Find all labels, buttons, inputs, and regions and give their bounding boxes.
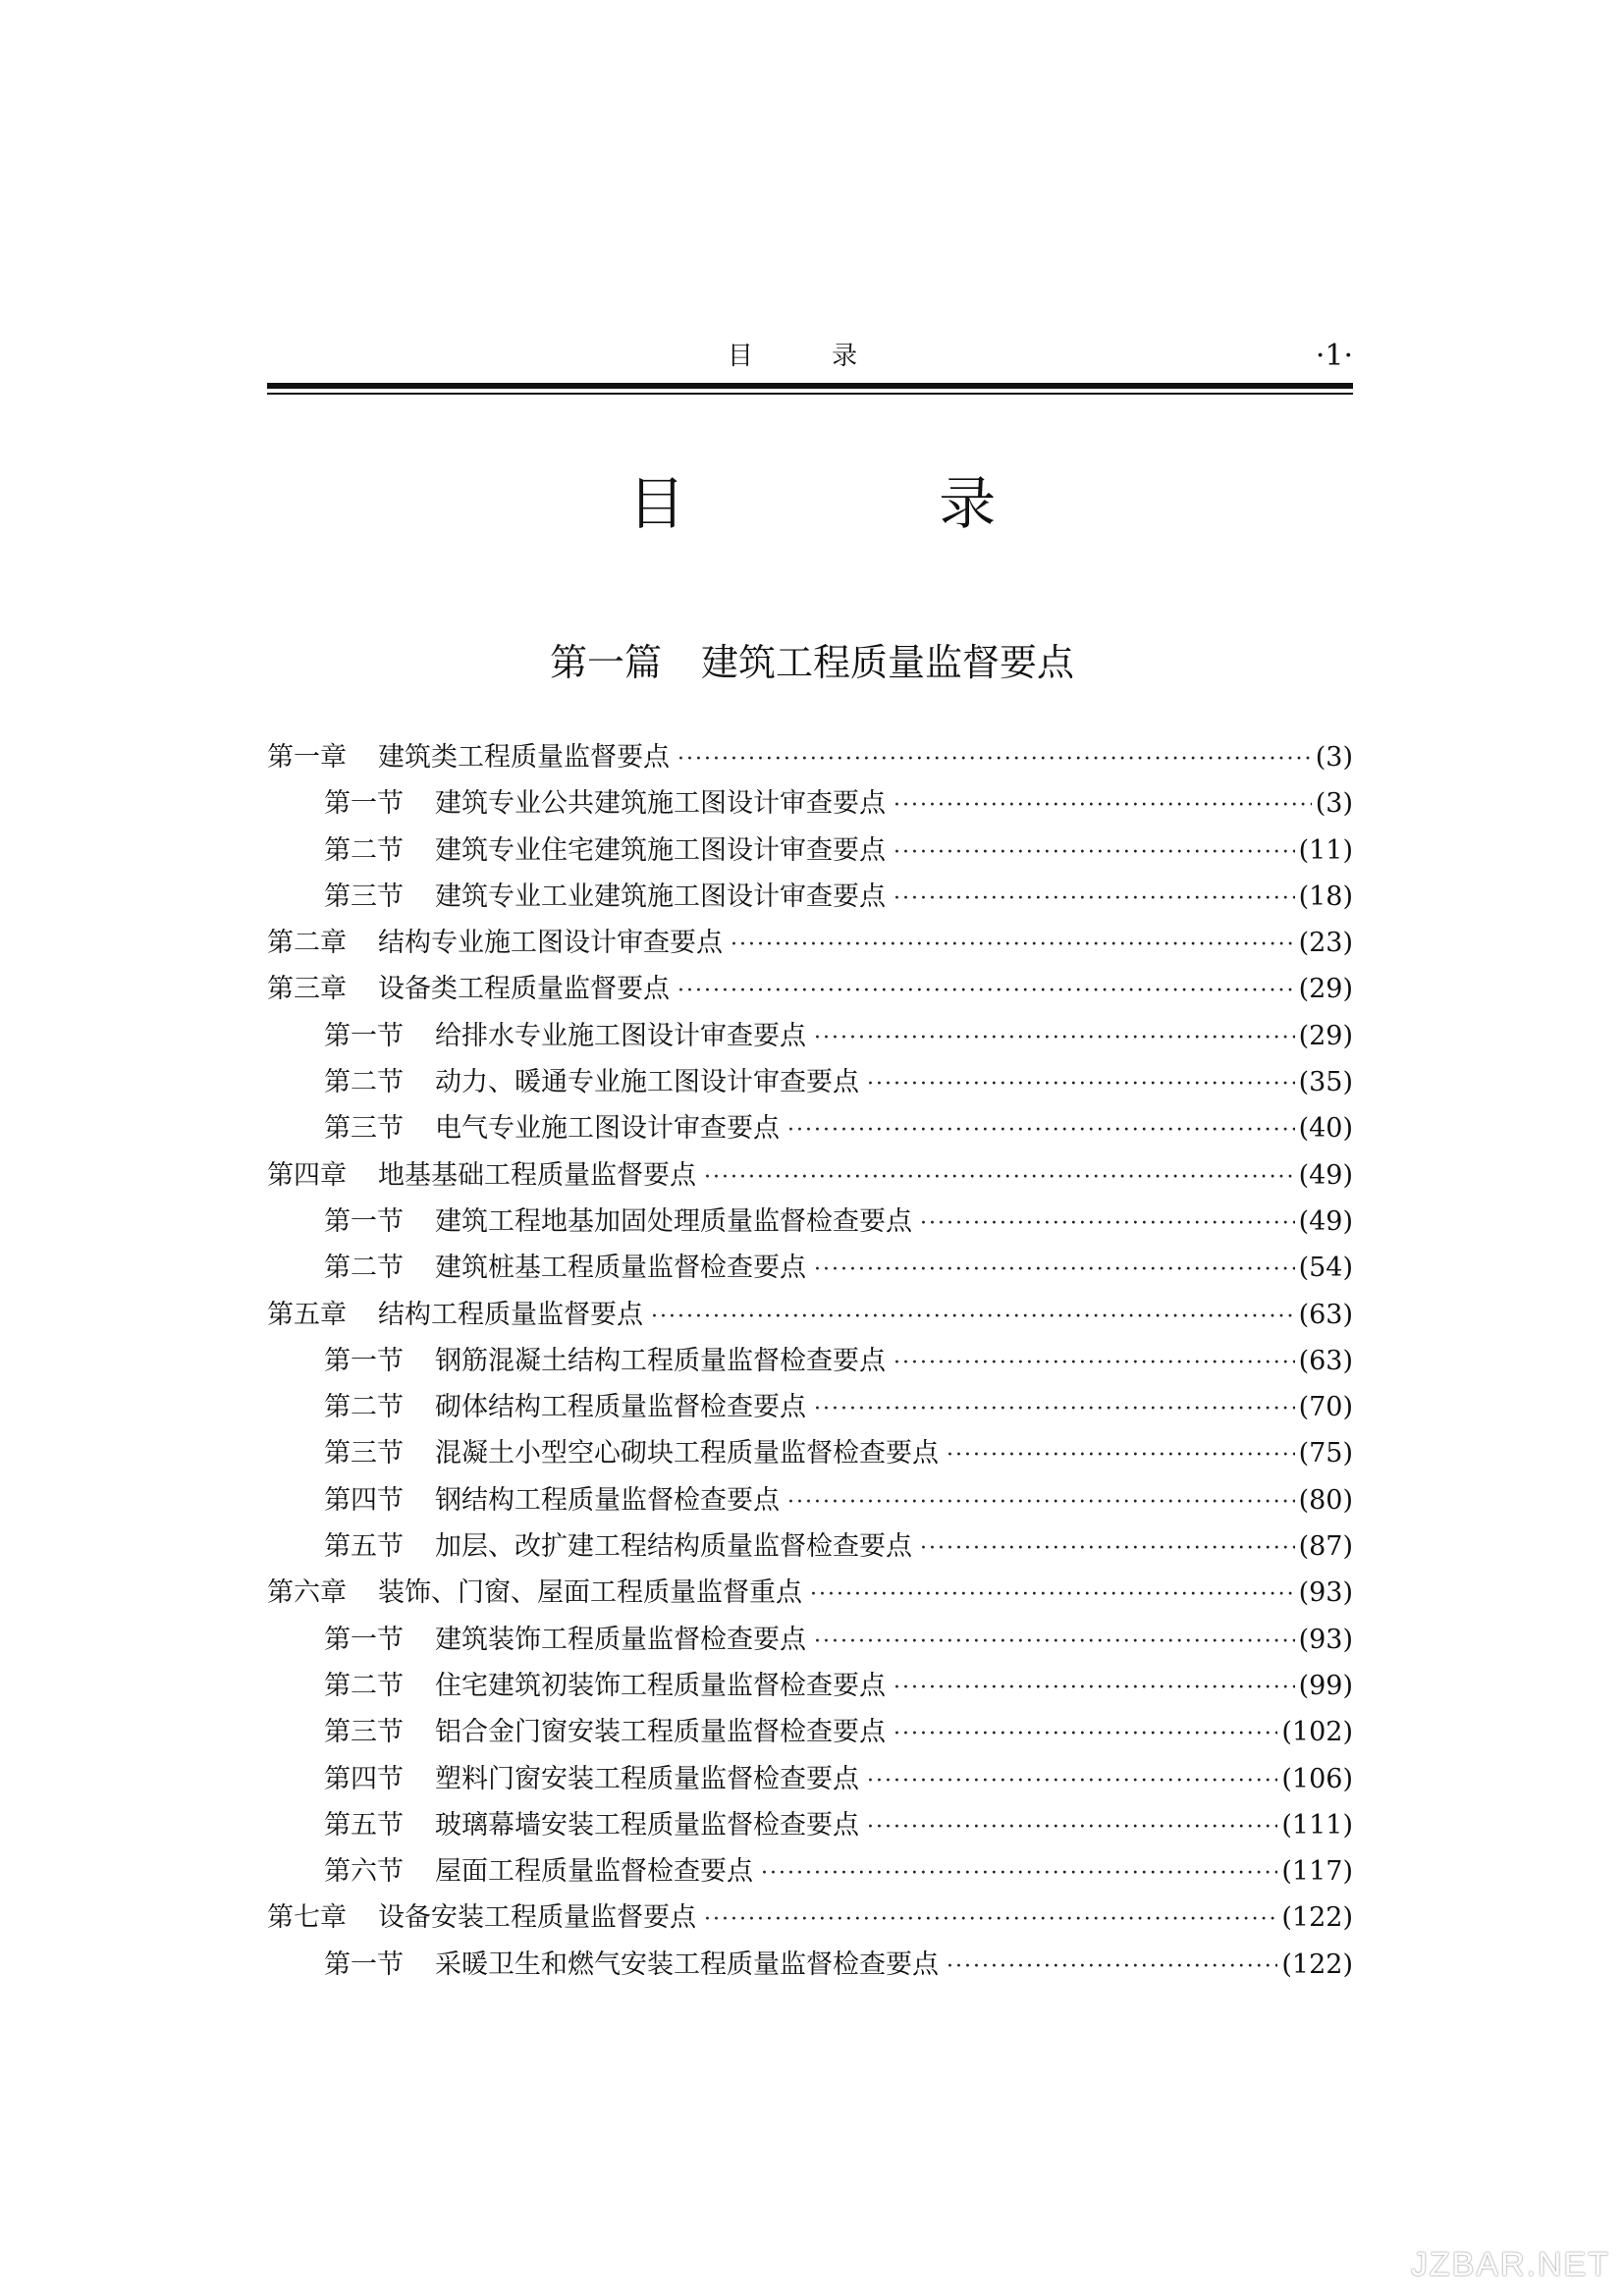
toc-dot-leader [867,1762,1277,1801]
toc-entry-label: 第四章 [267,1159,347,1191]
toc-dot-leader [814,1019,1295,1058]
toc-section-entry[interactable] [267,1342,1353,1388]
toc-entry-title: 电气专业施工图设计审查要点 [435,1113,780,1145]
toc-section-entry[interactable] [267,1017,1353,1063]
toc-section-entry[interactable] [267,1621,1353,1667]
toc-entry-label: 第五章 [267,1299,347,1330]
part-title: 建筑工程质量监督要点 [701,641,1075,684]
toc-entry-label: 第二节 [324,1670,404,1701]
toc-entry-title: 玻璃幕墙安装工程质量监督检查要点 [435,1809,859,1841]
toc-chapter-entry[interactable] [267,1898,1353,1945]
running-header [267,337,1353,384]
toc-entry-page: (29) [1298,1020,1353,1051]
table-of-contents [267,738,1353,1992]
toc-entry-page: (122) [1281,1902,1353,1934]
toc-entry-page: (80) [1298,1484,1353,1516]
toc-dot-leader [893,786,1312,826]
toc-dot-leader [787,1111,1295,1150]
toc-section-entry[interactable] [267,1481,1353,1527]
toc-dot-leader [704,1900,1277,1940]
toc-entry-page: (49) [1298,1159,1353,1191]
toc-entry-label: 第六节 [324,1856,404,1888]
toc-entry-label: 第六章 [267,1577,347,1609]
toc-entry-title: 设备类工程质量监督要点 [378,974,670,1005]
toc-entry-title: 设备安装工程质量监督要点 [378,1902,696,1934]
toc-entry-label: 第二节 [324,1067,404,1098]
toc-entry-page: (49) [1298,1205,1353,1237]
toc-entry-label: 第七章 [267,1902,347,1934]
toc-entry-label: 第五节 [324,1531,404,1563]
part-label: 第一篇 [549,641,662,684]
toc-entry-label: 第五节 [324,1809,404,1841]
toc-entry-label: 第一节 [324,788,404,820]
part-heading [0,638,1624,687]
toc-entry-page: (63) [1298,1299,1353,1330]
toc-dot-leader [893,880,1295,919]
toc-section-entry[interactable] [267,1388,1353,1434]
toc-chapter-entry[interactable] [267,738,1353,784]
toc-entry-title: 钢筋混凝土结构工程质量监督检查要点 [435,1345,886,1376]
toc-entry-label: 第四节 [324,1763,404,1794]
toc-dot-leader [947,1948,1277,1987]
toc-section-entry[interactable] [267,1249,1353,1295]
toc-entry-title: 砌体结构工程质量监督检查要点 [435,1392,806,1423]
toc-dot-leader [810,1575,1295,1615]
toc-section-entry[interactable] [267,1667,1353,1713]
toc-dot-leader [920,1529,1295,1569]
toc-dot-leader [677,972,1295,1011]
toc-entry-page: (63) [1298,1345,1353,1376]
toc-dot-leader [893,1669,1295,1708]
toc-entry-title: 装饰、门窗、屋面工程质量监督重点 [378,1577,802,1609]
toc-entry-title: 建筑专业住宅建筑施工图设计审查要点 [435,834,886,866]
toc-chapter-entry[interactable] [267,1574,1353,1620]
toc-entry-page: (35) [1298,1067,1353,1098]
toc-entry-label: 第一节 [324,1205,404,1237]
toc-entry-page: (18) [1298,881,1353,912]
toc-dot-leader [867,1808,1277,1847]
toc-entry-page: (29) [1298,974,1353,1005]
toc-entry-title: 建筑工程地基加固处理质量监督检查要点 [435,1205,912,1237]
toc-dot-leader [893,1344,1295,1383]
toc-entry-page: (23) [1298,928,1353,959]
toc-entry-label: 第一节 [324,1345,404,1376]
toc-chapter-entry[interactable] [267,1296,1353,1342]
toc-entry-page: (3) [1315,788,1353,820]
toc-dot-leader [920,1204,1295,1244]
toc-entry-title: 建筑类工程质量监督要点 [378,742,670,773]
toc-entry-title: 建筑专业公共建筑施工图设计审查要点 [435,788,886,820]
toc-entry-label: 第一章 [267,742,347,773]
toc-entry-label: 第三节 [324,1717,404,1748]
toc-section-entry[interactable] [267,1109,1353,1155]
toc-entry-title: 建筑桩基工程质量监督检查要点 [435,1253,806,1284]
toc-dot-leader [761,1854,1277,1894]
toc-entry-title: 加层、改扩建工程结构质量监督检查要点 [435,1531,912,1563]
toc-entry-label: 第一节 [324,1949,404,1980]
toc-entry-title: 采暖卫生和燃气安装工程质量监督检查要点 [435,1949,939,1980]
toc-entry-label: 第三节 [324,1438,404,1469]
toc-section-entry[interactable] [267,1063,1353,1109]
toc-dot-leader [787,1483,1295,1522]
toc-entry-label: 第二节 [324,1253,404,1284]
header-rule-thin [267,393,1353,395]
toc-entry-title: 地基基础工程质量监督要点 [378,1159,696,1191]
toc-entry-label: 第一节 [324,1624,404,1655]
toc-section-entry[interactable] [267,1760,1353,1806]
toc-dot-leader [893,833,1295,873]
toc-entry-label: 第二节 [324,1392,404,1423]
toc-section-entry[interactable] [267,1202,1353,1249]
toc-entry-title: 屋面工程质量监督检查要点 [435,1856,753,1888]
toc-entry-title: 塑料门窗安装工程质量监督检查要点 [435,1763,859,1794]
toc-section-entry[interactable] [267,878,1353,924]
toc-entry-page: (122) [1281,1949,1353,1980]
toc-dot-leader [867,1065,1295,1104]
toc-entry-label: 第三节 [324,1113,404,1145]
toc-entry-label: 第二章 [267,928,347,959]
toc-dot-leader [947,1436,1295,1475]
toc-dot-leader [704,1158,1295,1198]
toc-entry-page: (87) [1298,1531,1353,1563]
toc-entry-page: (75) [1298,1438,1353,1469]
toc-entry-page: (102) [1281,1717,1353,1748]
toc-dot-leader [814,1251,1295,1290]
toc-chapter-entry[interactable] [267,1156,1353,1202]
toc-dot-leader [731,926,1295,965]
toc-dot-leader [893,1715,1277,1754]
toc-section-entry[interactable] [267,1806,1353,1852]
toc-entry-title: 结构专业施工图设计审查要点 [378,928,723,959]
toc-entry-title: 住宅建筑初装饰工程质量监督检查要点 [435,1670,886,1701]
toc-entry-title: 建筑装饰工程质量监督检查要点 [435,1624,806,1655]
running-title: 目 录 [727,342,893,371]
toc-entry-title: 建筑专业工业建筑施工图设计审查要点 [435,881,886,912]
page-number: ·1· [1315,339,1353,373]
toc-chapter-entry[interactable] [267,970,1353,1016]
toc-dot-leader [814,1623,1295,1662]
toc-entry-page: (106) [1281,1763,1353,1794]
toc-entry-title: 混凝土小型空心砌块工程质量监督检查要点 [435,1438,939,1469]
toc-entry-page: (93) [1298,1577,1353,1609]
header-rule-thick [267,383,1353,389]
toc-entry-page: (40) [1298,1113,1353,1145]
toc-entry-page: (93) [1298,1624,1353,1655]
toc-section-entry[interactable] [267,831,1353,878]
toc-entry-page: (117) [1281,1856,1353,1888]
toc-section-entry[interactable] [267,1713,1353,1759]
toc-chapter-entry[interactable] [267,924,1353,970]
toc-dot-leader [677,740,1312,779]
toc-entry-title: 动力、暖通专业施工图设计审查要点 [435,1067,859,1098]
toc-dot-leader [814,1390,1295,1429]
toc-entry-title: 钢结构工程质量监督检查要点 [435,1484,780,1516]
toc-section-entry[interactable] [267,1434,1353,1480]
watermark: JZBAR.NET [1410,2246,1610,2283]
page-title: 目 录 [627,470,1114,537]
toc-section-entry[interactable] [267,1852,1353,1898]
toc-section-entry[interactable] [267,1527,1353,1574]
toc-entry-label: 第三章 [267,974,347,1005]
toc-entry-label: 第四节 [324,1484,404,1516]
toc-entry-page: (3) [1315,742,1353,773]
toc-entry-page: (99) [1298,1670,1353,1701]
toc-dot-leader [651,1298,1295,1337]
toc-section-entry[interactable] [267,784,1353,830]
toc-entry-label: 第一节 [324,1020,404,1051]
toc-entry-page: (11) [1298,834,1353,866]
toc-entry-label: 第三节 [324,881,404,912]
toc-entry-page: (111) [1281,1809,1353,1841]
toc-entry-page: (54) [1298,1253,1353,1284]
toc-entry-page: (70) [1298,1392,1353,1423]
toc-entry-title: 结构工程质量监督要点 [378,1299,643,1330]
toc-entry-title: 给排水专业施工图设计审查要点 [435,1020,806,1051]
toc-entry-label: 第二节 [324,834,404,866]
toc-entry-title: 铝合金门窗安装工程质量监督检查要点 [435,1717,886,1748]
toc-section-entry[interactable] [267,1946,1353,1992]
